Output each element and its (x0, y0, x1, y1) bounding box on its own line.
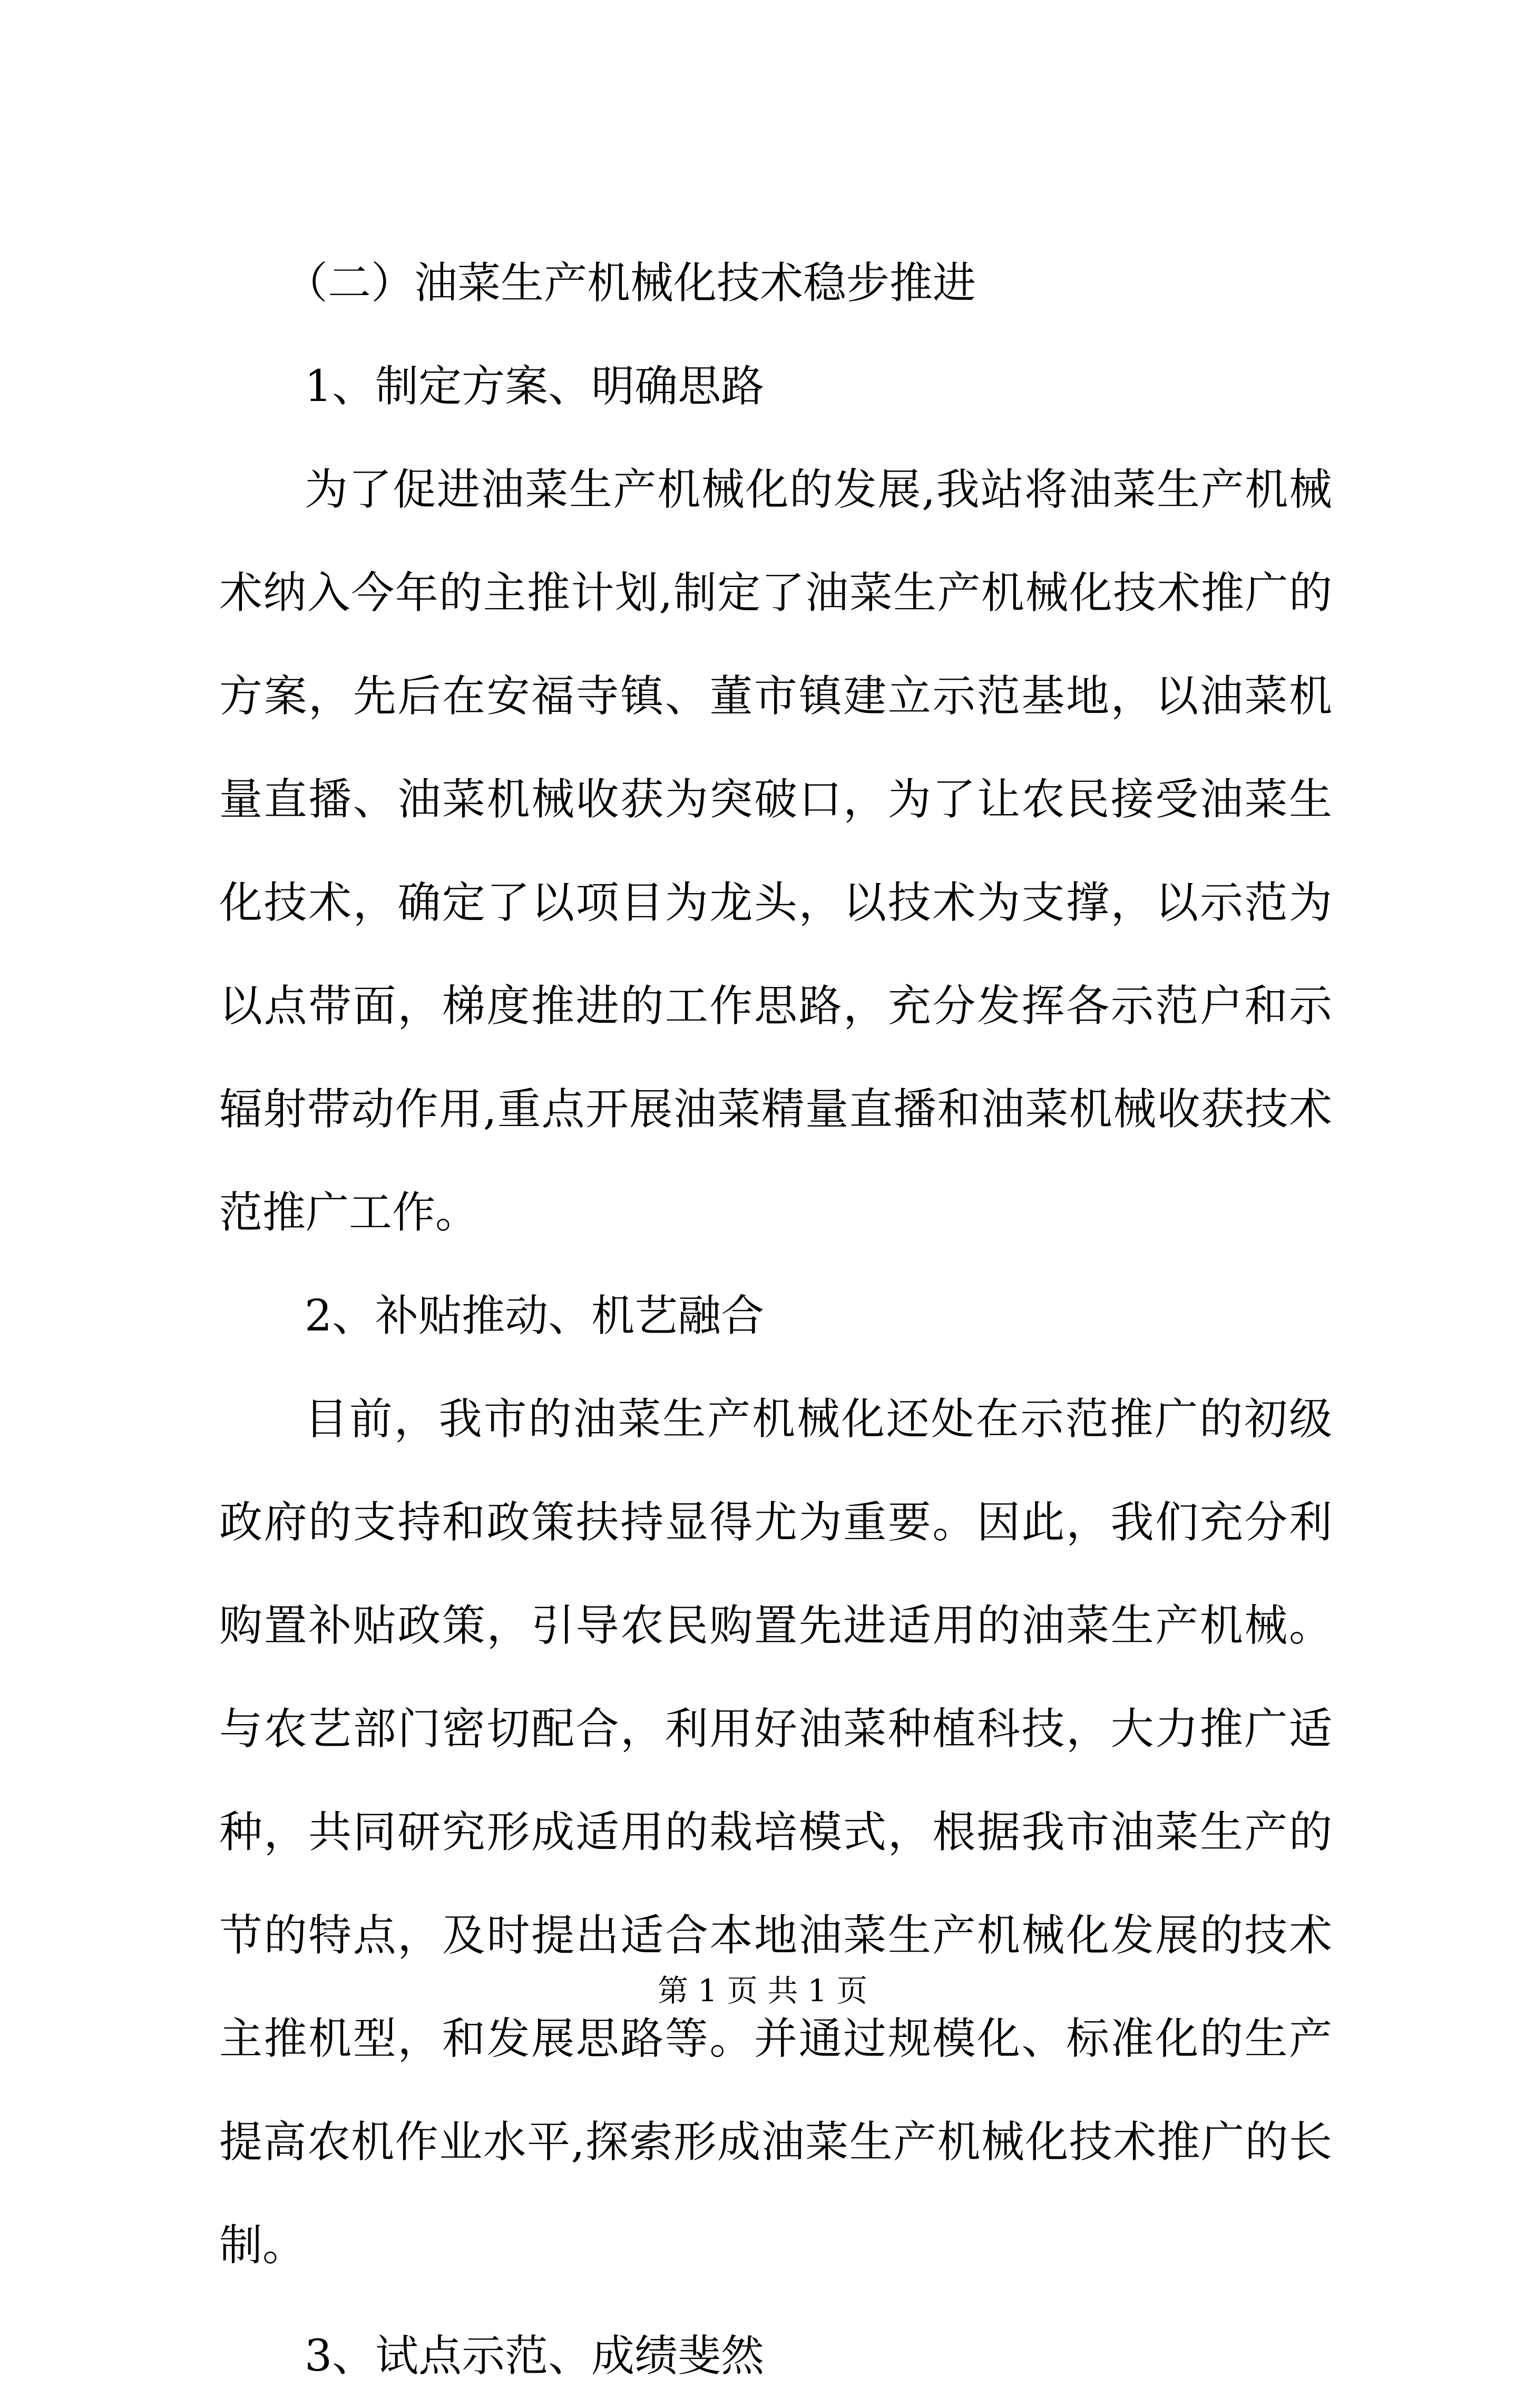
subsection-title-2: 2、补贴推动、机艺融合 (305, 1291, 765, 1341)
section-heading: （二）油菜生产机械化技术稳步推进 (285, 258, 976, 308)
paragraph-1-line: 量直播、油菜机械收获为突破口，为了让农民接受油菜生 (219, 775, 1332, 825)
paragraph-1-line: 范推广工作。 (219, 1188, 479, 1238)
paragraph-1-line: 为了促进油菜生产机械化的发展,我站将油菜生产机械 (305, 465, 1332, 515)
paragraph-2-line: 提高农机作业水平,探索形成油菜生产机械化技术推广的长 (219, 2117, 1332, 2167)
paragraph-1-line: 化技术，确定了以项目为龙头，以技术为支撑，以示范为 (219, 878, 1332, 928)
paragraph-2-line: 政府的支持和政策扶持显得尤为重要。因此，我们充分利 (219, 1497, 1332, 1548)
subsection-title-3: 3、试点示范、成绩斐然 (305, 2331, 765, 2381)
paragraph-2-line: 节的特点，及时提出适合本地油菜生产机械化发展的技术 (219, 1911, 1332, 1961)
paragraph-2-line: 种，共同研究形成适用的栽培模式，根据我市油菜生产的 (219, 1807, 1332, 1857)
paragraph-1-line: 术纳入今年的主推计划,制定了油菜生产机械化技术推广的 (219, 568, 1332, 618)
paragraph-2-line: 与农艺部门密切配合，利用好油菜种植科技，大力推广适 (219, 1704, 1332, 1754)
paragraph-1-line: 以点带面，梯度推进的工作思路，充分发挥各示范户和示 (219, 981, 1332, 1031)
paragraph-2-line: 目前，我市的油菜生产机械化还处在示范推广的初级 (305, 1394, 1332, 1444)
paragraph-2-line: 主推机型，和发展思路等。并通过规模化、标准化的生产 (219, 2014, 1332, 2064)
paragraph-1-line: 方案，先后在安福寺镇、董市镇建立示范基地，以油菜机 (219, 671, 1332, 721)
document-body (219, 232, 1332, 2408)
paragraph-1-line: 辐射带动作用,重点开展油菜精量直播和油菜机械收获技术 (219, 1084, 1332, 1134)
subsection-title-1: 1、制定方案、明确思路 (305, 361, 765, 412)
page-number-footer: 第 1 页 共 1 页 (658, 1973, 867, 2009)
paragraph-2-line: 制。 (219, 2220, 306, 2270)
paragraph-2-line: 购置补贴政策，引导农民购置先进适用的油菜生产机械。 (219, 1601, 1332, 1651)
